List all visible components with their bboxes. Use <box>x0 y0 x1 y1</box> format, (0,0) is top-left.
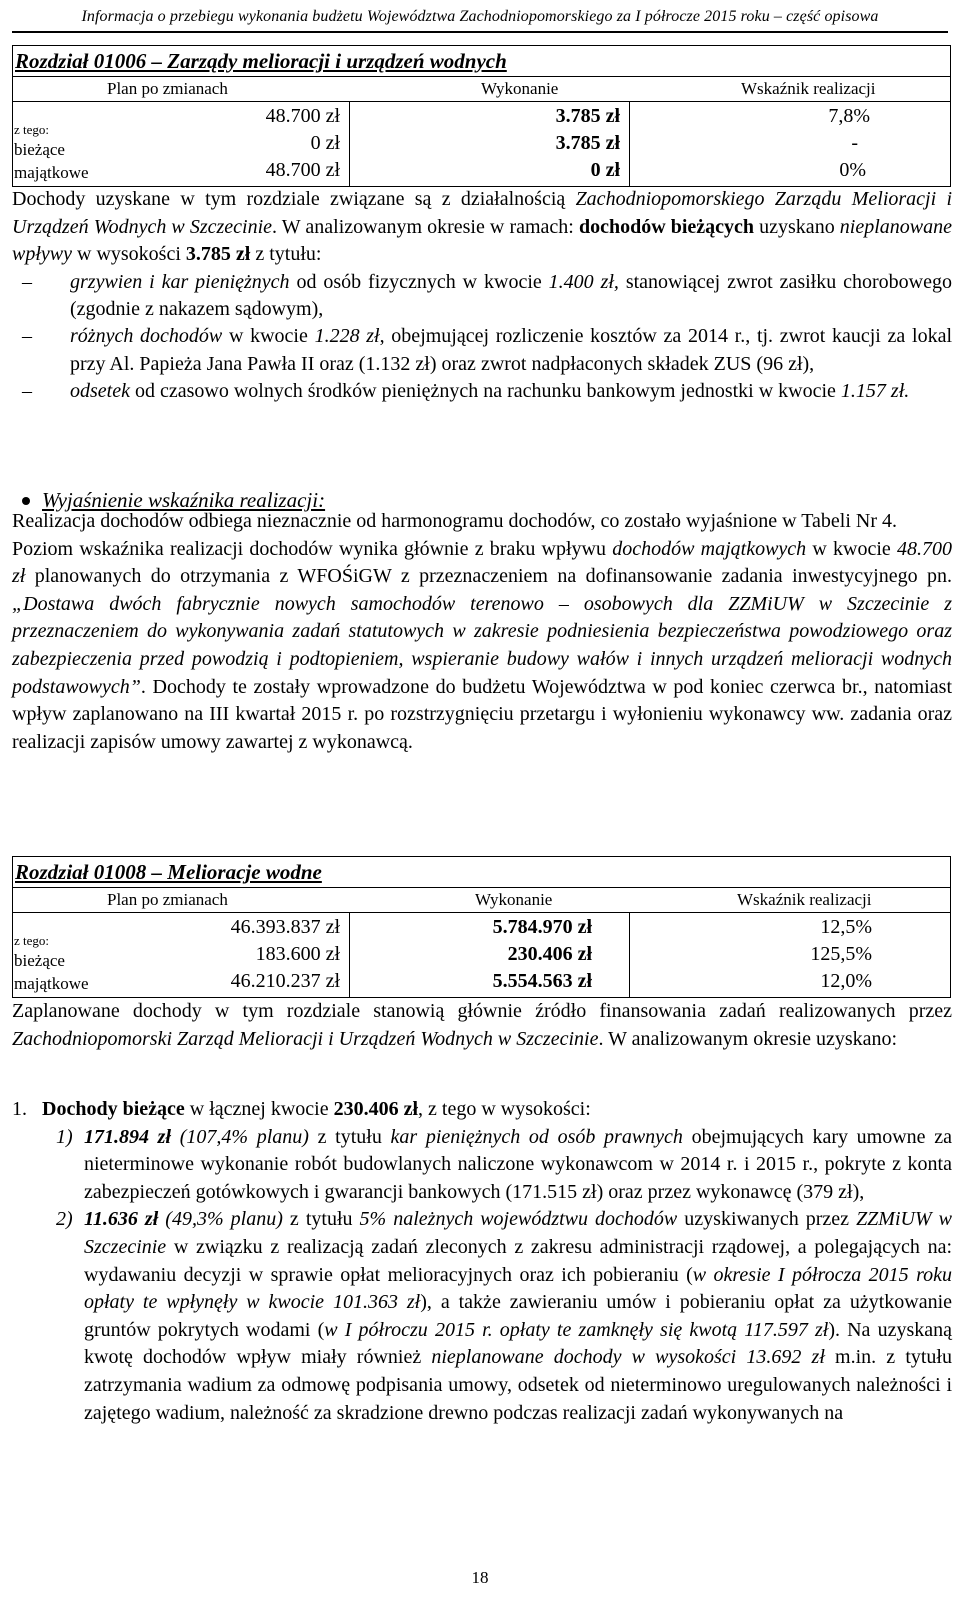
plan-capital: 46.210.237 zł <box>230 970 340 992</box>
income-items-list <box>12 269 952 405</box>
list-item: – różnych dochodów w kwocie 1.228 zł, obejmującej rozliczenie kosztów za 2014 r., tj. zwrot kaucji za lokal przy Al. Papieża Jana Pawła II oraz (1.132 zł) oraz zwrot nadpłaconych składek ZUS (96 zł), <box>22 325 953 375</box>
ratio-total: 12,5% <box>820 916 872 938</box>
exec-current: 3.785 zł <box>555 132 620 154</box>
ratio-capital: 0% <box>839 159 866 181</box>
bullet-icon <box>22 497 30 505</box>
col-plan-header: Plan po zmianach <box>107 890 228 909</box>
income-breakdown-list <box>12 1096 952 1427</box>
page-number: 18 <box>471 1568 489 1587</box>
table-column-headers <box>13 888 950 913</box>
exec-capital: 0 zł <box>590 159 620 181</box>
exec-total: 3.785 zł <box>555 105 620 127</box>
ratio-current: 125,5% <box>810 943 872 965</box>
explanation-heading: Wyjaśnienie wskaźnika realizacji: <box>12 486 325 514</box>
list-item: – odsetek od czasowo wolnych środków pieniężnych na rachunku bankowym jednostki w kwocie 1.157 zł. <box>22 379 910 402</box>
plan-current: 183.600 zł <box>255 943 340 965</box>
label-of-which: z tego: <box>14 933 50 948</box>
plan-current: 0 zł <box>310 132 340 154</box>
table-column-headers <box>13 77 950 102</box>
list-item: – grzywien i kar pieniężnych od osób fizycznych w kwocie 1.400 zł, stanowiącej zwrot zasiłku chorobowego (zgodnie z nakazem sądowym), <box>22 271 952 321</box>
paragraph-intro-01006: Dochody uzyskane w tym rozdziale związane są z działalnością Zachodniopomorskiego Zarządu Melioracji i Urządzeń Wodnych w Szczecinie. W analizowanym okresie w ramach: dochodów bieżących uzyskano nieplanowane wpływy w wysokości 3.785 zł z tytułu: <box>12 188 952 266</box>
plan-total: 46.393.837 zł <box>230 916 340 938</box>
ratio-capital: 12,0% <box>820 970 872 992</box>
ratio-total: 7,8% <box>828 105 870 127</box>
list-item: 2) 11.636 zł (49,3% planu) z tytułu 5% należnych województwu dochodów uzyskiwanych przez ZZMiUW w Szczecinie w związku z realizacją zadań zleconych z zakresu administracji rządowej, a polegających na: wydawaniu decyzji w sprawie opłat melioracyjnych oraz ich pobieraniu (w okresie I półrocza 2015 roku opłaty te wpłynęły w kwocie 101.363 zł), a także zawieraniu umów i pobieraniu opłat za użytkowanie gruntów pokrytych wodami (w I półroczu 2015 r. opłaty te zamknęły się kwotą 117.597 zł). Na uzyskaną kwotę dochodów wpływ miały również nieplanowane dochody w wysokości 13.692 zł m.in. z tytułu zatrzymania wadium za odmowę podpisania umowy, odsetek od nieterminowo uregulowanych należności i zajętego wadium, należność za skradzione drewno podczas realizacji zadań wykonywanych na <box>56 1208 953 1424</box>
plan-total: 48.700 zł <box>265 105 340 127</box>
section-title: Rozdział 01006 – Zarządy melioracji i urządzeń wodnych <box>13 46 950 77</box>
col-ratio-header: Wskaźnik realizacji <box>737 890 872 909</box>
exec-capital: 5.554.563 zł <box>492 970 592 992</box>
section-title: Rozdział 01008 – Melioracje wodne <box>13 857 950 888</box>
label-capital: majątkowe <box>14 163 89 182</box>
exec-current: 230.406 zł <box>507 943 592 965</box>
list-item: 1. Dochody bieżące w łącznej kwocie 230.406 zł, z tego w wysokości: <box>12 1098 591 1120</box>
col-plan-header: Plan po zmianach <box>107 79 228 98</box>
label-capital: majątkowe <box>14 974 89 993</box>
explanation-paragraphs: Realizacja dochodów odbiega nieznacznie od harmonogramu dochodów, co zostało wyjaśnione w Tabeli Nr 4. Poziom wskaźnika realizacji dochodów wynika głównie z braku wpływu dochodów majątkowych w kwocie 48.700 zł planowanych do otrzymania z WFOŚiGW z przeznaczeniem na dofinansowanie zadania inwestycyjnego pn. „Dostawa dwóch fabrycznie nowych samochodów terenowo – osobowych dla ZZMiUW w Szczecinie z przeznaczeniem do wykonywania zadań statutowych w zakresie podniesienia bezpieczeństwa powodziowego oraz zabezpieczenia przed powodzią i podtopieniem, wspieranie budowy wałów i innych urządzeń melioracji wodnych podstawowych”. Dochody te zostały wprowadzone do budżetu Województwa w pod koniec czerwca br., natomiast wpływ zaplanowano na III kwartał 2015 r. po rozstrzygnięciu przetargu i wyłonieniu wykonawcy ww. zadania oraz realizacji zapisów umowy zawartej z wykonawcą. <box>12 510 953 753</box>
table-data-rows <box>13 102 950 186</box>
label-of-which: z tego: <box>14 122 50 137</box>
label-current: bieżące <box>14 951 65 970</box>
col-exec-header: Wykonanie <box>475 890 553 909</box>
list-item: 1) 171.894 zł (107,4% planu) z tytułu kar pieniężnych od osób prawnych obejmujących kary umowne za nieterminowe wykonanie robót budowlanych naliczone wykonawcom w 2014 r. i 2015 r., pokryte z konta zabezpieczeń gotówkowych i gwarancji bankowych (171.515 zł) oraz przez wykonawcę (379 zł), <box>56 1125 952 1203</box>
label-current: bieżące <box>14 140 65 159</box>
exec-total: 5.784.970 zł <box>492 916 592 938</box>
paragraph-intro-01008: Zaplanowane dochody w tym rozdziale stanowią głównie źródło finansowania zadań realizowanych przez Zachodniopomorski Zarząd Melioracji i Urządzeń Wodnych w Szczecinie. W analizowanym okresie uzyskano: <box>12 1000 952 1050</box>
table-data-rows <box>13 913 950 997</box>
col-ratio-header: Wskaźnik realizacji <box>741 79 876 98</box>
page-header: Informacja o przebiegu wykonania budżetu Województwa Zachodniopomorskiego za I półrocze 2015 roku – część opisowa <box>12 3 948 33</box>
section-01008-table <box>12 856 951 998</box>
col-exec-header: Wykonanie <box>481 79 559 98</box>
ratio-current: - <box>851 132 858 154</box>
plan-capital: 48.700 zł <box>265 159 340 181</box>
section-01006-table <box>12 45 951 187</box>
